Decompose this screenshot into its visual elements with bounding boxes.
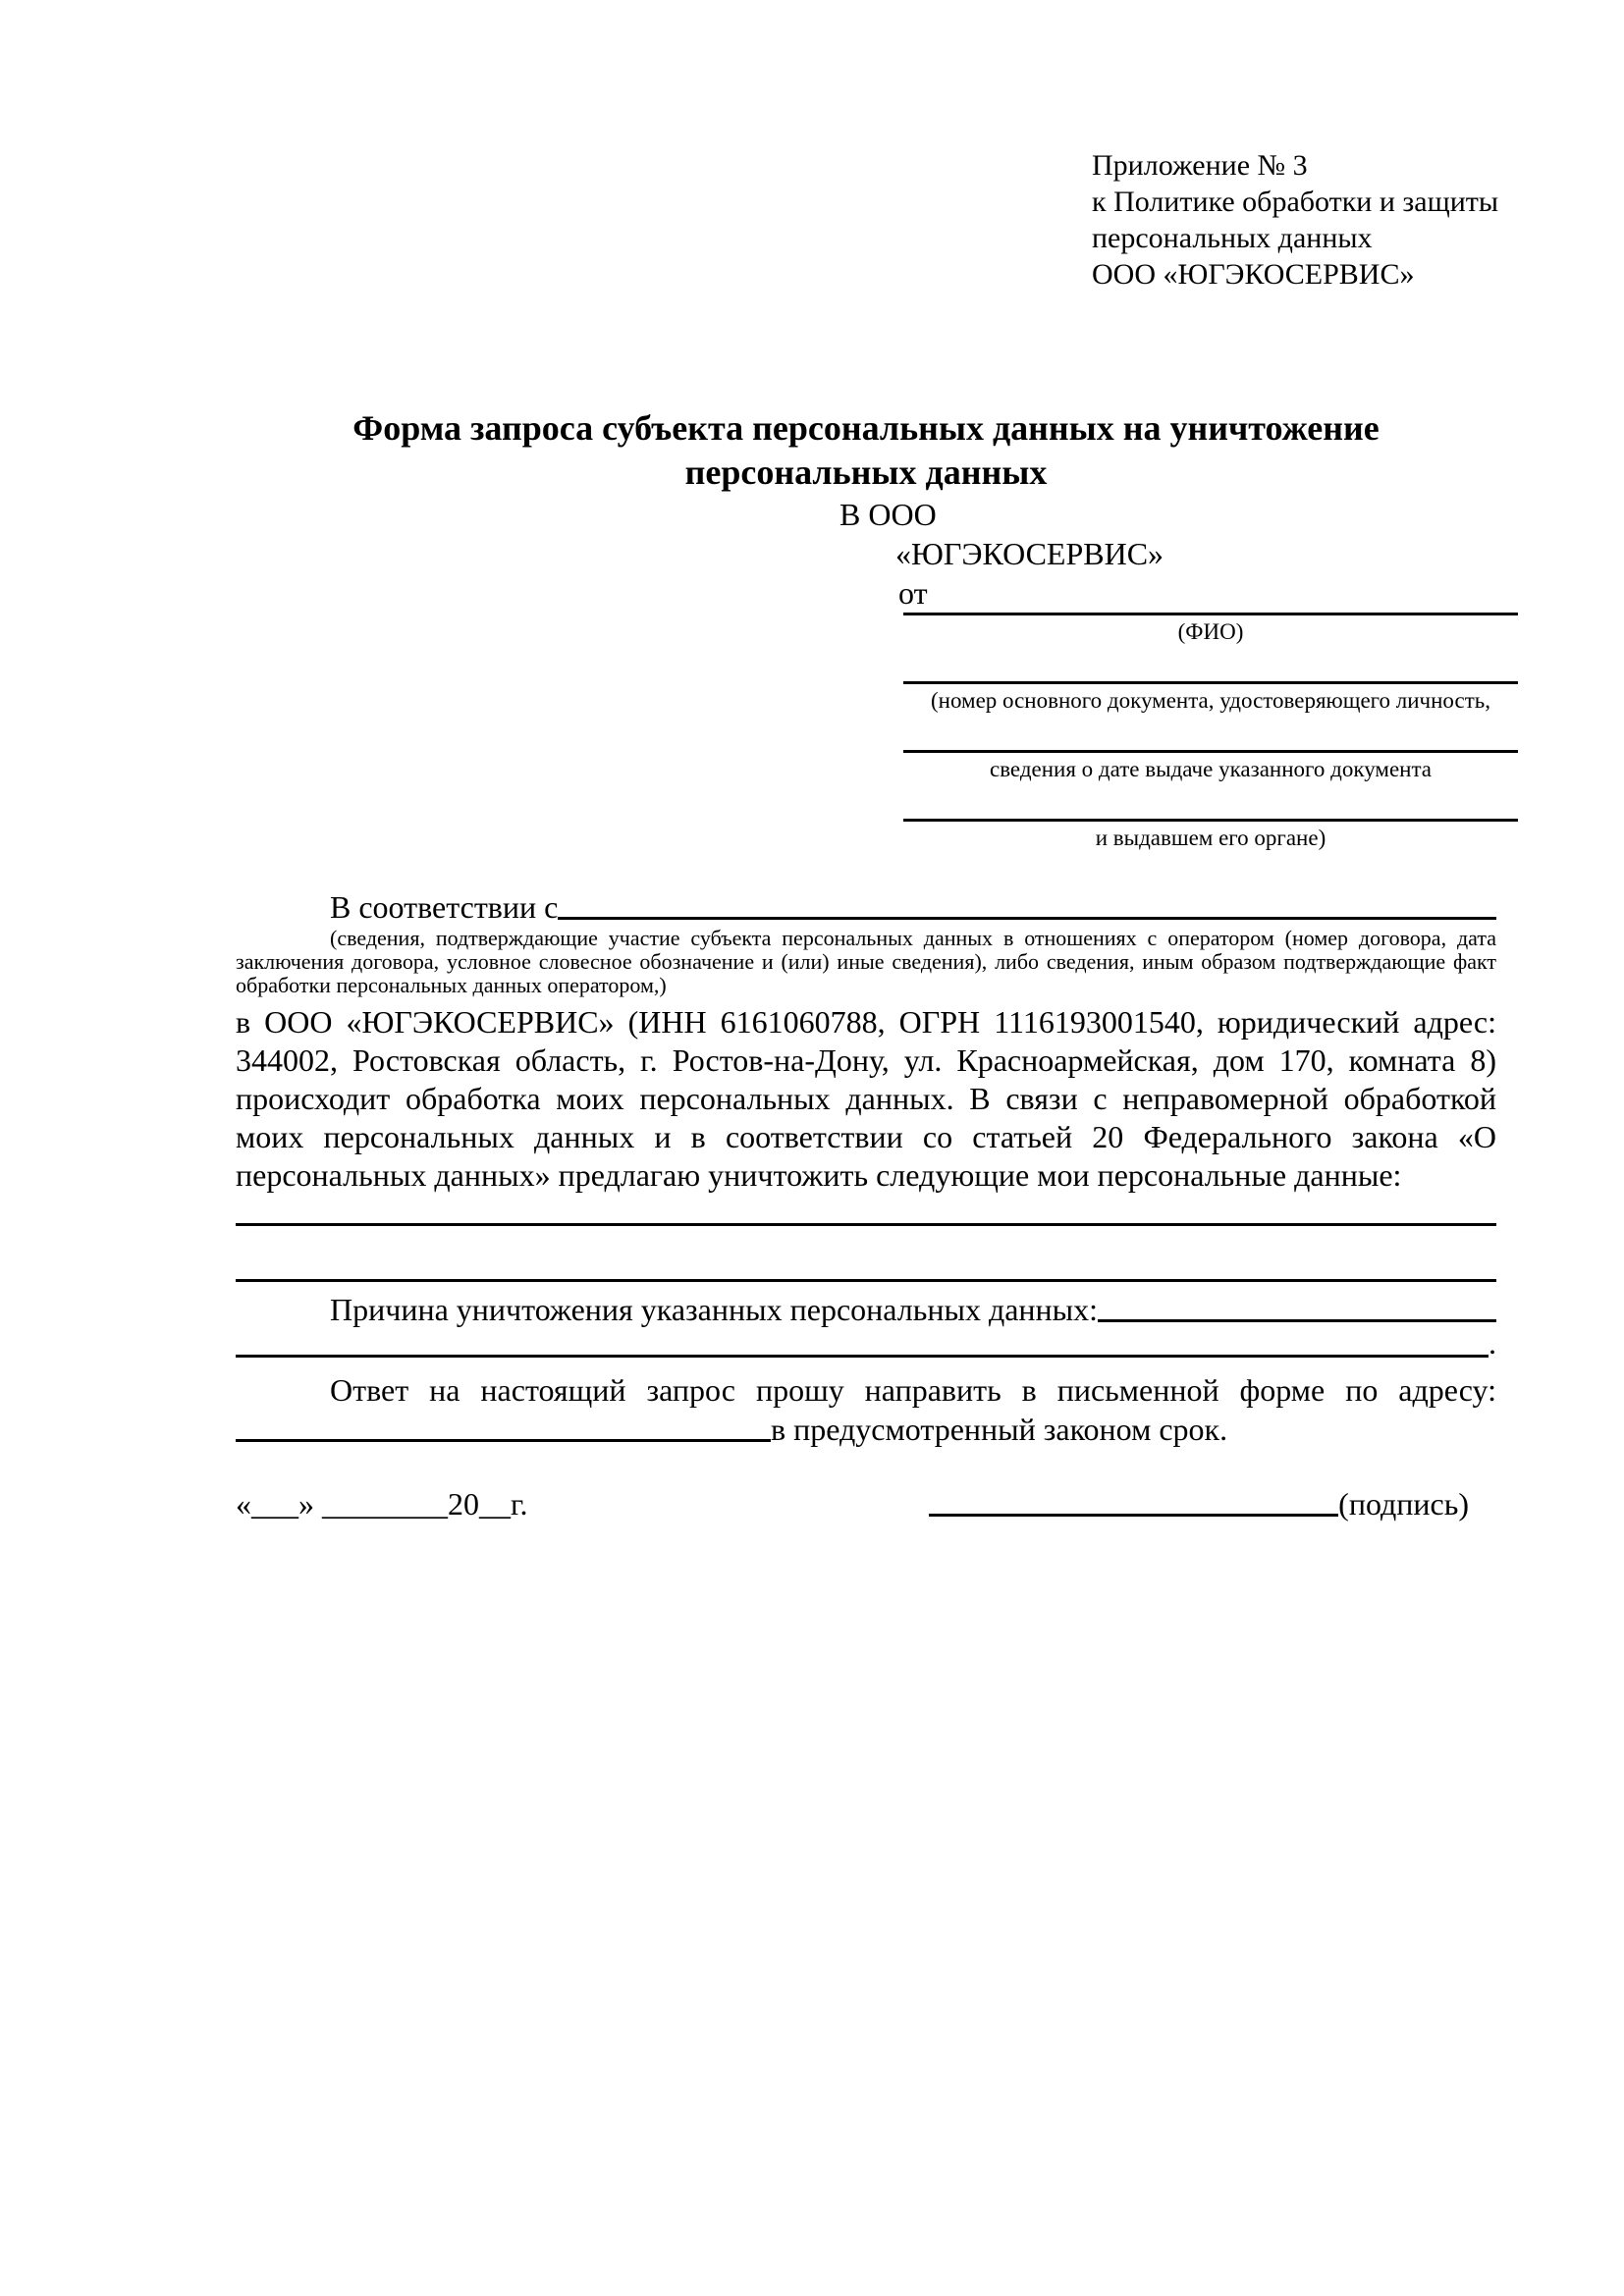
answer-address-blank-line: [236, 1439, 771, 1442]
main-paragraph: в ООО «ЮГЭКОСЕРВИС» (ИНН 6161060788, ОГРН 1116193001540, юридический адрес: 344002, Ростовская область, г. Ростов-на-Дону, ул. Красноармейская, дом 170, комната 8) происходит обработка моих персональных данных. В связи с неправомерной обработкой моих персональных данных и в соответствии со статьей 20 Федерального закона «О персональных данных» предлагаю уничтожить следующие мои персональные данные:: [236, 1004, 1496, 1193]
answer-term-text: в предусмотренный законом срок.: [771, 1412, 1228, 1447]
appendix-header: [1092, 0, 1624, 293]
reason-period: .: [1489, 1325, 1496, 1361]
personal-data-blank-line-2: [236, 1226, 1496, 1282]
applicant-fields: [903, 613, 1518, 851]
fio-field: [903, 613, 1518, 645]
answer-request-text: Ответ на настоящий запрос прошу направить в письменной форме по адресу:: [330, 1372, 1496, 1408]
document-title: [236, 406, 1496, 495]
document-number-field: [903, 681, 1518, 714]
addressee-from-label: от: [898, 575, 928, 611]
organization-name-line: ООО «ЮГЭКОСЕРВИС»: [1092, 258, 1415, 291]
addressee-to-ooo: В ООО: [839, 497, 937, 532]
appendix-number-line: Приложение № 3: [1092, 149, 1308, 182]
issuing-authority-field: [903, 819, 1518, 851]
issue-date-caption: сведения о дате выдаче указанного документа: [989, 757, 1433, 781]
signature-group: [929, 1484, 1469, 1523]
footer-row: [236, 1484, 1469, 1523]
accordance-blank-line: [558, 917, 1496, 920]
signature-caption: (подпись): [1338, 1486, 1469, 1522]
issue-date-field: [903, 750, 1518, 782]
reason-continuation-row: [236, 1325, 1496, 1361]
addressee-block: [839, 495, 1624, 613]
reason-row: [236, 1290, 1496, 1329]
reason-blank-line: [1098, 1319, 1496, 1322]
policy-reference-line2: персональных данных: [1092, 222, 1373, 254]
signature-blank-line: [929, 1514, 1338, 1517]
reason-blank-line-2: [236, 1355, 1489, 1358]
issuing-authority-caption: и выдавшем его органе): [1095, 826, 1326, 850]
accordance-footnote: (сведения, подтверждающие участие субъекта персональных данных в отношениях с оператором (номер договора, дата заключения договора, условное словесное обозначение и (или) иные сведения), либо сведения, иным образом подтверждающие факт обработки персональных данных оператором,): [236, 926, 1496, 997]
personal-data-blank-line-1: [236, 1195, 1496, 1226]
addressee-org-name: «ЮГЭКОСЕРВИС»: [895, 536, 1164, 571]
accordance-row: [236, 887, 1496, 927]
document-title-line2: персональных данных: [684, 453, 1048, 492]
fio-caption: (ФИО): [1177, 619, 1244, 644]
date-line: «___» ________20__г.: [236, 1486, 528, 1522]
accordance-lead-text: В соответствии с: [330, 889, 559, 925]
answer-address-row: [236, 1410, 1496, 1449]
policy-reference-line: к Политике обработки и защиты: [1092, 186, 1499, 218]
reason-label: Причина уничтожения указанных персональных данных:: [330, 1292, 1099, 1327]
document-title-line1: Форма запроса субъекта персональных данных на уничтожение: [352, 408, 1380, 448]
document-number-caption: (номер основного документа, удостоверяющего личность,: [930, 688, 1490, 713]
